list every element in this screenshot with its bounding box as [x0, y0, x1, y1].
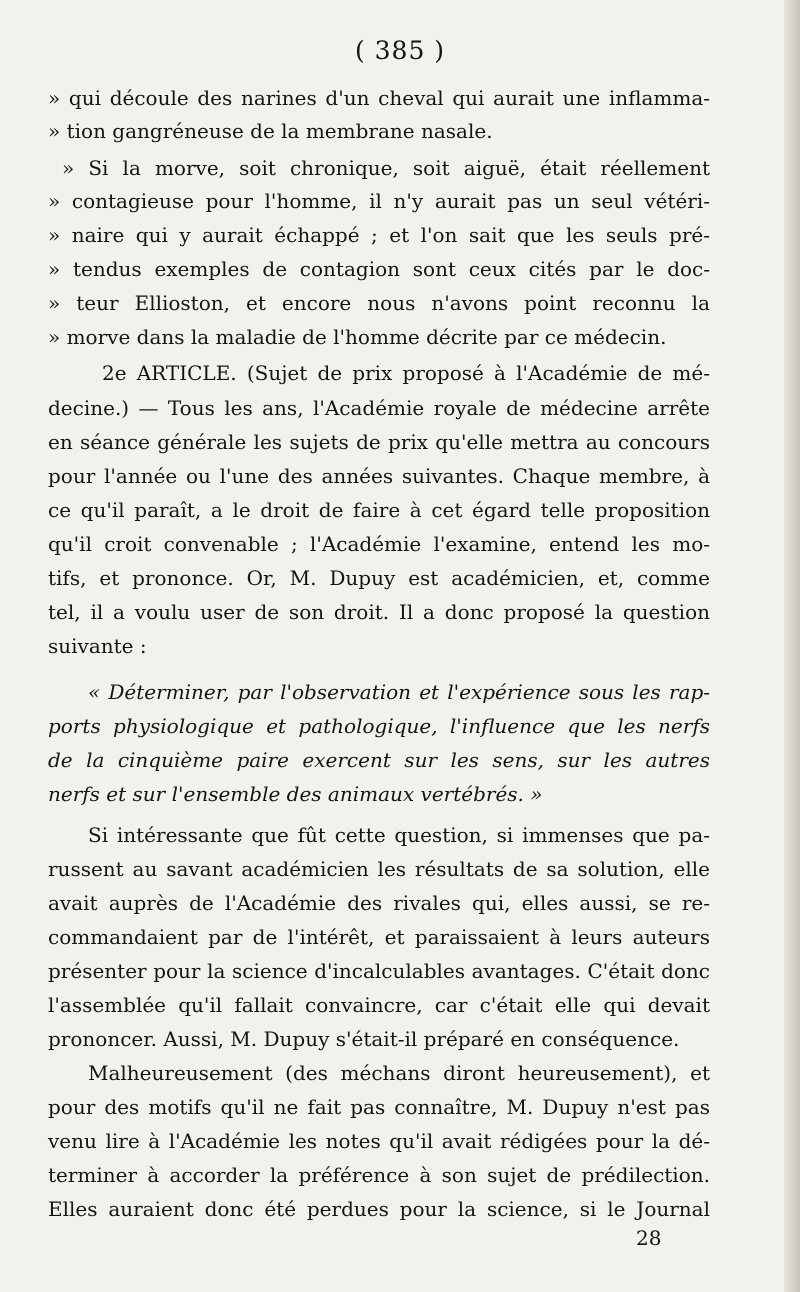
text-line-26: présenter pour la science d'incalculables avantages. C'était donc: [48, 959, 710, 983]
text-line-07: » teur Ellioston, et encore nous n'avons point reconnu la: [48, 291, 710, 315]
page-number: ( 385 ): [354, 36, 446, 65]
quoted-question-line-4: nerfs et sur l'ensemble des animaux vertébrés. »: [48, 782, 543, 806]
text-line-16: tel, il a voulu user de son droit. Il a donc proposé la question: [48, 600, 710, 624]
text-line-22: Si intéressante que fût cette question, si immenses que pa-: [88, 823, 710, 847]
text-line-05: » naire qui y aurait échappé ; et l'on sait que les seuls pré-: [48, 223, 710, 247]
text-line-17: suivante :: [48, 634, 147, 658]
article-heading-line: 2e ARTICLE. (Sujet de prix proposé à l'Académie de mé-: [102, 361, 710, 385]
quoted-question-line-2: ports physiologique et pathologique, l'influence que les nerfs: [48, 714, 710, 738]
text-line-06: » tendus exemples de contagion sont ceux cités par le doc-: [48, 257, 710, 281]
text-line-15: tifs, et prononce. Or, M. Dupuy est académicien, et, comme: [48, 566, 710, 590]
text-line-32: terminer à accorder la préférence à son sujet de prédilection.: [48, 1163, 710, 1187]
text-line-10: decine.) — Tous les ans, l'Académie royale de médecine arrête: [48, 396, 710, 420]
text-line-14: qu'il croit convenable ; l'Académie l'examine, entend les mo-: [48, 532, 710, 556]
text-line-29: Malheureusement (des méchans diront heureusement), et: [88, 1061, 710, 1085]
text-line-33: Elles auraient donc été perdues pour la science, si le Journal: [48, 1197, 710, 1221]
text-line-30: pour des motifs qu'il ne fait pas connaître, M. Dupuy n'est pas: [48, 1095, 710, 1119]
text-line-31: venu lire à l'Académie les notes qu'il avait rédigées pour la dé-: [48, 1129, 710, 1153]
page-edge-shadow: [784, 0, 800, 1292]
text-line-23: russent au savant académicien les résultats de sa solution, elle: [48, 857, 710, 881]
text-line-12: pour l'année ou l'une des années suivantes. Chaque membre, à: [48, 464, 710, 488]
text-line-11: en séance générale les sujets de prix qu'elle mettra au concours: [48, 430, 710, 454]
text-line-03: » Si la morve, soit chronique, soit aiguë, était réellement: [62, 156, 710, 180]
text-line-02: » tion gangréneuse de la membrane nasale.: [48, 119, 493, 143]
quoted-question-line-3: de la cinquième paire exercent sur les sens, sur les autres: [48, 748, 710, 772]
text-line-04: » contagieuse pour l'homme, il n'y aurait pas un seul vétéri-: [48, 189, 710, 213]
text-line-24: avait auprès de l'Académie des rivales qui, elles aussi, se re-: [48, 891, 710, 915]
text-line-28: prononcer. Aussi, M. Dupuy s'était-il préparé en conséquence.: [48, 1027, 680, 1051]
text-line-01: » qui découle des narines d'un cheval qui aurait une inflamma-: [48, 86, 710, 110]
text-line-13: ce qu'il paraît, a le droit de faire à cet égard telle proposition: [48, 498, 710, 522]
text-line-08: » morve dans la maladie de l'homme décrite par ce médecin.: [48, 325, 667, 349]
text-line-27: l'assemblée qu'il fallait convaincre, car c'était elle qui devait: [48, 993, 710, 1017]
quoted-question-line-1: « Déterminer, par l'observation et l'expérience sous les rap-: [88, 680, 710, 704]
signature-mark: 28: [636, 1226, 662, 1250]
text-line-25: commandaient par de l'intérêt, et paraissaient à leurs auteurs: [48, 925, 710, 949]
